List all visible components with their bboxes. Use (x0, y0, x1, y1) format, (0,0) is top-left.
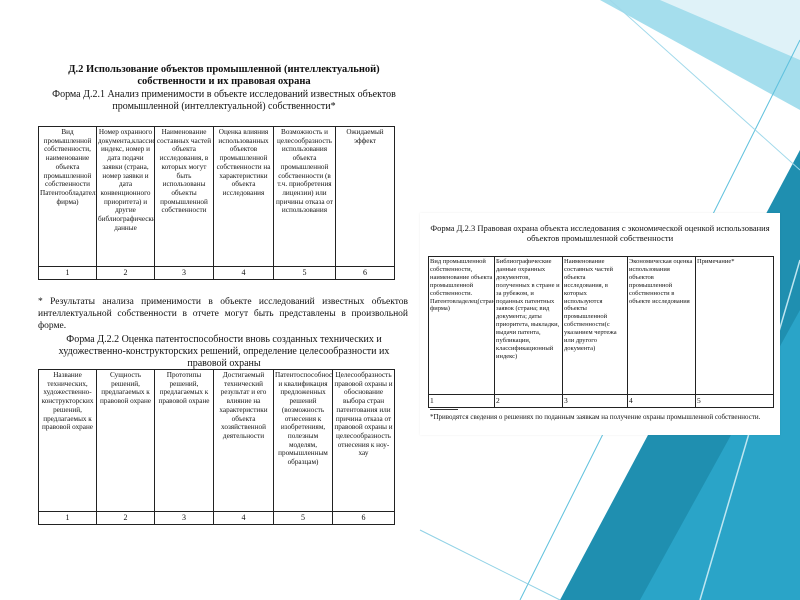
document-page-left (24, 56, 416, 540)
column-number: 2 (97, 512, 155, 525)
column-number: 5 (274, 267, 336, 280)
table-header-cell: Сущность решений, предлагаемых к правовой охране (97, 370, 155, 512)
table-header-cell: Библиографические данные охранных документов, полученных в стране и за рубежом, и поданных патентных заявок (страна; вид документа; даты приоритета, выкладки, выдачи патента, публикации, классификационный индекс) (495, 257, 563, 395)
section-title: Д.2 Использование объектов промышленной (интеллектуальной) собственности и их правовая охрана (34, 64, 414, 88)
form-d22-title: Форма Д.2.2 Оценка патентоспособности вновь созданных технических и художественно-конструкторских решений, определение целесообразности их правовой охраны (44, 334, 404, 370)
deco-line-4 (420, 530, 560, 600)
table-header-cell: Прототипы решений, предлагаемых к правовой охране (155, 370, 214, 512)
column-number: 4 (214, 512, 274, 525)
table-header-cell: Патентоспособность и квалификация предложенных решений (возможность отнесения к изобретениям, полезным моделям, промышленным образцам) (274, 370, 333, 512)
form-d21-footnote: * Результаты анализа применимости в объекте исследований известных объектов интеллектуальной собственности в отчете могут быть представлены в произвольной форме. (38, 296, 408, 332)
column-number: 1 (429, 395, 495, 408)
table-header-cell: Целесообразность правовой охраны и обоснование выбора стран патентования или причина отказа от правовой охраны и целесообразность отнесения к ноу-хау (333, 370, 395, 512)
column-number: 1 (39, 512, 97, 525)
column-number: 3 (155, 267, 214, 280)
form-d23-footnote: *Приводятся сведения о решениях по поданным заявкам на получение охраны промышленной собственности. (430, 413, 775, 422)
form-d22-table (38, 369, 395, 525)
table-header-cell: Оценка влияния использованных объектов промышленной собственности на характеристики объекта исследования (214, 127, 274, 267)
table-header-cell: Достигаемый технический результат и его влияние на характеристики объекта хозяйственной деятельности (214, 370, 274, 512)
table-header-cell: Наименование составных частей объекта исследования, в которых могут быть использованы объекты промышленной собственности (155, 127, 214, 267)
form-d21-table (38, 126, 395, 280)
column-number: 3 (563, 395, 628, 408)
column-number: 4 (628, 395, 696, 408)
table-header-cell: Вид промышленной собственности, наименование объекта промышленной собственности Патентообладател фирма) (39, 127, 97, 267)
form-d23-title: Форма Д.2.3 Правовая охрана объекта исследования с экономической оценкой использования объектов промышленной собственности (430, 223, 770, 243)
column-number: 5 (274, 512, 333, 525)
form-d21-title: Форма Д.2.1 Анализ применимости в объекте исследований известных объектов промышленной (интеллектуальной) собственности* (44, 89, 404, 113)
document-page-right (420, 213, 780, 435)
table-header-cell: Вид промышленной собственности, наименование объекта промышленной собственности. Патентовладелец(страна, фирма) (429, 257, 495, 395)
column-number: 4 (214, 267, 274, 280)
column-number: 2 (495, 395, 563, 408)
column-number: 3 (155, 512, 214, 525)
column-number: 6 (333, 512, 395, 525)
table-header-cell: Ожидаемый эффект (336, 127, 395, 267)
column-number: 6 (336, 267, 395, 280)
table-header-cell: Название технических, художественно-конструкторских решений, предлагаемых к правовой охране (39, 370, 97, 512)
table-header-cell: Экономическая оценка использования объектов промышленной собственности в объекте исследования (628, 257, 696, 395)
table-header-cell: Возможность и целесообразность использования объекта промышленной собственности (в т.ч. приобретения лицензии) или причины отказа от использования (274, 127, 336, 267)
column-number: 2 (97, 267, 155, 280)
table-header-cell: Примечание* (696, 257, 774, 395)
table-header-cell: Наименование составных частей объекта исследования, в которых используются объекты промышленной собственности(с указанием чертежа или другого документа) (563, 257, 628, 395)
column-number: 1 (39, 267, 97, 280)
form-d23-table (428, 256, 774, 408)
column-number: 5 (696, 395, 774, 408)
table-header-cell: Номер охранного документа,класси индекс, номер и дата подачи заявки (страна, номер заявки и дата конвенционного приоритета) и другие библиографические данные (97, 127, 155, 267)
footnote-divider (430, 409, 458, 410)
